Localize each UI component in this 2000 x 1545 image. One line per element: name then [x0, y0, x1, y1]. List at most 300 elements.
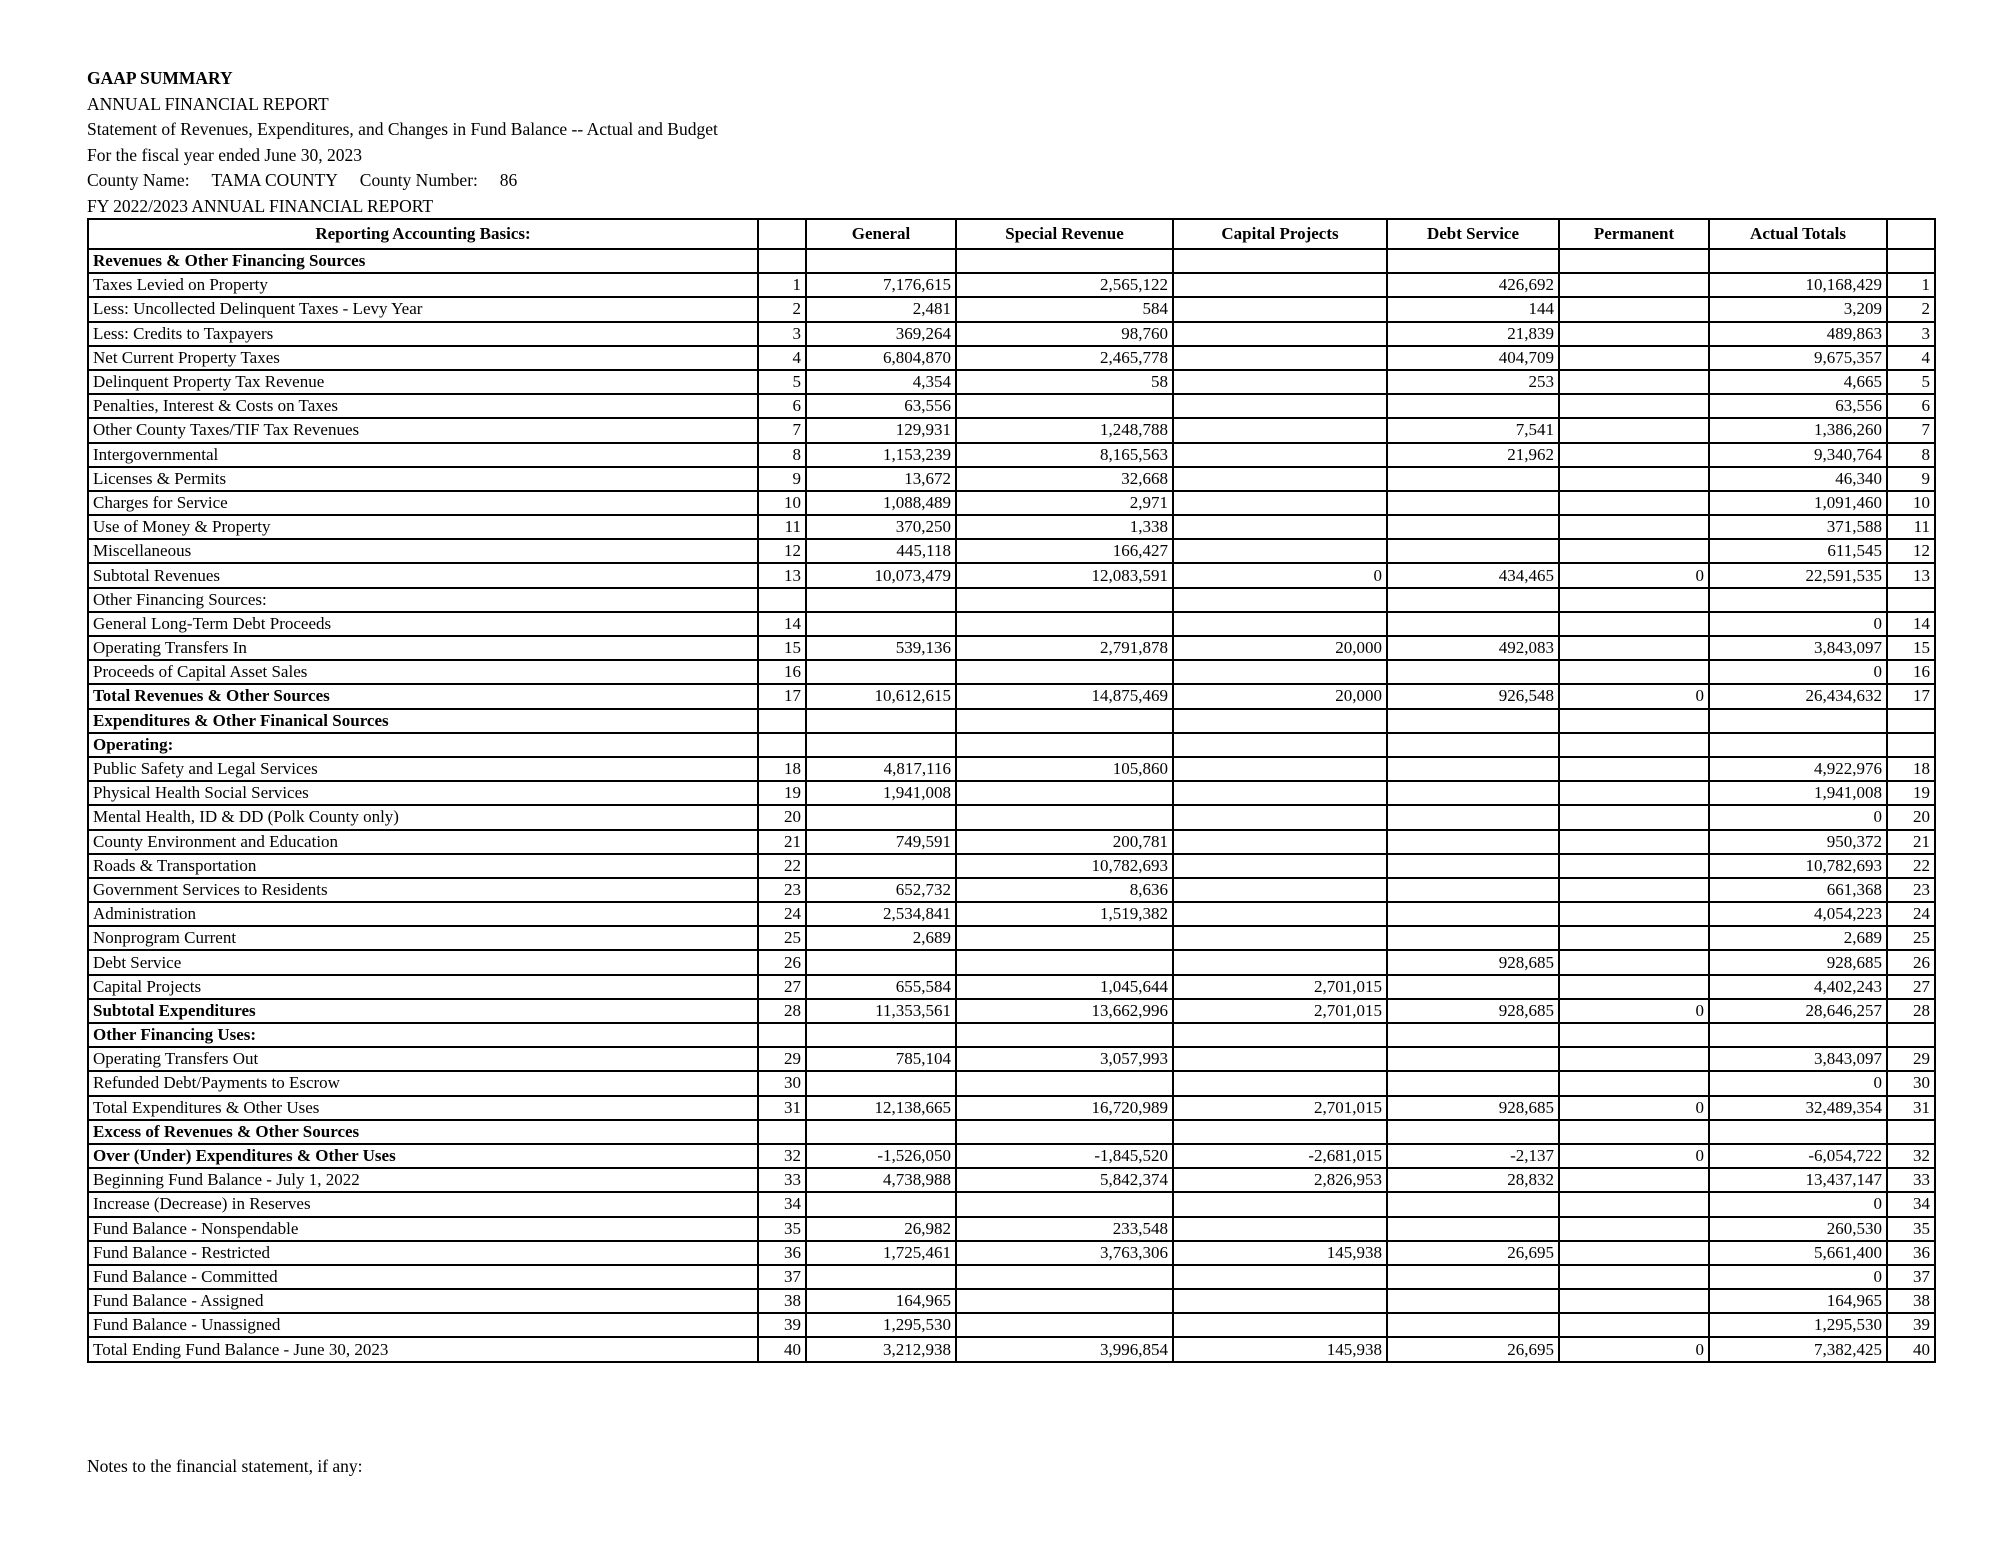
- table-row: [88, 467, 1935, 491]
- cell-capital-projects: [1173, 370, 1387, 394]
- line-number-right: [1887, 249, 1935, 273]
- cell-special-revenue: 98,760: [956, 322, 1173, 346]
- cell-general: 1,725,461: [806, 1241, 956, 1265]
- line-number: 23: [758, 878, 806, 902]
- report-title: GAAP SUMMARY: [87, 68, 233, 88]
- cell-special-revenue: [956, 660, 1173, 684]
- cell-general: [806, 612, 956, 636]
- cell-special-revenue: 12,083,591: [956, 563, 1173, 587]
- cell-general: [806, 1071, 956, 1095]
- line-number: 11: [758, 515, 806, 539]
- line-number: 18: [758, 757, 806, 781]
- cell-debt-service: 28,832: [1387, 1168, 1559, 1192]
- cell-debt-service: 492,083: [1387, 636, 1559, 660]
- cell-general: 2,689: [806, 926, 956, 950]
- table-row: [88, 1265, 1935, 1289]
- row-label: Other Financing Sources:: [88, 588, 758, 612]
- cell-special-revenue: 8,636: [956, 878, 1173, 902]
- table-row: [88, 370, 1935, 394]
- col-header-general: General: [806, 219, 956, 249]
- cell-actual-totals: 4,054,223: [1709, 902, 1887, 926]
- cell-general: 370,250: [806, 515, 956, 539]
- cell-debt-service: -2,137: [1387, 1144, 1559, 1168]
- cell-actual-totals: 260,530: [1709, 1217, 1887, 1241]
- cell-permanent: [1559, 950, 1709, 974]
- table-row: [88, 975, 1935, 999]
- cell-actual-totals: 13,437,147: [1709, 1168, 1887, 1192]
- col-header-line-right: [1887, 219, 1935, 249]
- row-label: Fund Balance - Unassigned: [88, 1313, 758, 1337]
- cell-actual-totals: 3,843,097: [1709, 1047, 1887, 1071]
- table-row: [88, 709, 1935, 733]
- cell-capital-projects: [1173, 1289, 1387, 1313]
- cell-special-revenue: [956, 805, 1173, 829]
- line-number-right: 28: [1887, 999, 1935, 1023]
- table-row: [88, 1144, 1935, 1168]
- row-label: Subtotal Expenditures: [88, 999, 758, 1023]
- cell-actual-totals: 32,489,354: [1709, 1096, 1887, 1120]
- cell-general: [806, 1265, 956, 1289]
- row-label: Taxes Levied on Property: [88, 273, 758, 297]
- cell-actual-totals: 10,168,429: [1709, 273, 1887, 297]
- table-row: [88, 1168, 1935, 1192]
- table-row: [88, 1192, 1935, 1216]
- cell-capital-projects: [1173, 394, 1387, 418]
- line-number-right: 7: [1887, 418, 1935, 442]
- cell-debt-service: 404,709: [1387, 346, 1559, 370]
- fiscal-year-line: For the fiscal year ended June 30, 2023: [87, 144, 363, 165]
- cell-permanent: [1559, 805, 1709, 829]
- cell-special-revenue: 8,165,563: [956, 443, 1173, 467]
- cell-special-revenue: 14,875,469: [956, 684, 1173, 708]
- cell-actual-totals: [1709, 249, 1887, 273]
- cell-capital-projects: [1173, 418, 1387, 442]
- cell-capital-projects: [1173, 297, 1387, 321]
- cell-general: 10,612,615: [806, 684, 956, 708]
- row-label: Public Safety and Legal Services: [88, 757, 758, 781]
- row-label: Charges for Service: [88, 491, 758, 515]
- table-row: [88, 999, 1935, 1023]
- cell-special-revenue: [956, 1289, 1173, 1313]
- row-label: Mental Health, ID & DD (Polk County only): [88, 805, 758, 829]
- line-number-right: 1: [1887, 273, 1935, 297]
- cell-special-revenue: 105,860: [956, 757, 1173, 781]
- line-number: 37: [758, 1265, 806, 1289]
- line-number: 15: [758, 636, 806, 660]
- row-label: Net Current Property Taxes: [88, 346, 758, 370]
- cell-capital-projects: [1173, 950, 1387, 974]
- cell-permanent: [1559, 1313, 1709, 1337]
- cell-special-revenue: [956, 950, 1173, 974]
- cell-debt-service: 928,685: [1387, 1096, 1559, 1120]
- cell-capital-projects: [1173, 322, 1387, 346]
- cell-general: [806, 1023, 956, 1047]
- cell-debt-service: [1387, 975, 1559, 999]
- row-label: Delinquent Property Tax Revenue: [88, 370, 758, 394]
- line-number-right: 24: [1887, 902, 1935, 926]
- line-number-right: [1887, 1120, 1935, 1144]
- cell-actual-totals: 661,368: [1709, 878, 1887, 902]
- table-row: [88, 902, 1935, 926]
- table-row: [88, 805, 1935, 829]
- line-number: 30: [758, 1071, 806, 1095]
- cell-special-revenue: 2,465,778: [956, 346, 1173, 370]
- table-row: [88, 588, 1935, 612]
- table-row: [88, 443, 1935, 467]
- table-row: [88, 684, 1935, 708]
- line-number-right: 10: [1887, 491, 1935, 515]
- cell-debt-service: [1387, 394, 1559, 418]
- cell-capital-projects: [1173, 757, 1387, 781]
- row-label: Operating:: [88, 733, 758, 757]
- cell-capital-projects: [1173, 902, 1387, 926]
- row-label: Expenditures & Other Finanical Sources: [88, 709, 758, 733]
- cell-debt-service: 928,685: [1387, 950, 1559, 974]
- cell-actual-totals: 611,545: [1709, 539, 1887, 563]
- cell-special-revenue: 3,763,306: [956, 1241, 1173, 1265]
- row-label: Roads & Transportation: [88, 854, 758, 878]
- cell-capital-projects: [1173, 1265, 1387, 1289]
- cell-actual-totals: 9,675,357: [1709, 346, 1887, 370]
- line-number-right: 38: [1887, 1289, 1935, 1313]
- cell-capital-projects: [1173, 539, 1387, 563]
- line-number: 4: [758, 346, 806, 370]
- cell-debt-service: [1387, 1023, 1559, 1047]
- cell-debt-service: [1387, 1071, 1559, 1095]
- cell-general: -1,526,050: [806, 1144, 956, 1168]
- line-number: 8: [758, 443, 806, 467]
- table-row: [88, 491, 1935, 515]
- cell-capital-projects: 2,701,015: [1173, 975, 1387, 999]
- line-number: 36: [758, 1241, 806, 1265]
- line-number-right: 20: [1887, 805, 1935, 829]
- cell-permanent: [1559, 467, 1709, 491]
- row-label: Fund Balance - Nonspendable: [88, 1217, 758, 1241]
- county-name-label: County Name:: [87, 170, 190, 191]
- cell-capital-projects: 2,701,015: [1173, 1096, 1387, 1120]
- line-number-right: 17: [1887, 684, 1935, 708]
- cell-debt-service: 7,541: [1387, 418, 1559, 442]
- cell-actual-totals: 2,689: [1709, 926, 1887, 950]
- row-label: Excess of Revenues & Other Sources: [88, 1120, 758, 1144]
- line-number: [758, 1120, 806, 1144]
- cell-special-revenue: [956, 1265, 1173, 1289]
- cell-special-revenue: -1,845,520: [956, 1144, 1173, 1168]
- cell-general: 13,672: [806, 467, 956, 491]
- line-number: 21: [758, 830, 806, 854]
- cell-general: 26,982: [806, 1217, 956, 1241]
- fy-report-line: FY 2022/2023 ANNUAL FINANCIAL REPORT: [87, 195, 434, 216]
- cell-special-revenue: 1,248,788: [956, 418, 1173, 442]
- cell-capital-projects: -2,681,015: [1173, 1144, 1387, 1168]
- cell-capital-projects: [1173, 733, 1387, 757]
- cell-permanent: [1559, 588, 1709, 612]
- cell-general: [806, 588, 956, 612]
- cell-debt-service: 426,692: [1387, 273, 1559, 297]
- cell-general: [806, 1192, 956, 1216]
- table-row: [88, 757, 1935, 781]
- cell-actual-totals: 4,922,976: [1709, 757, 1887, 781]
- line-number-right: [1887, 733, 1935, 757]
- cell-permanent: [1559, 1023, 1709, 1047]
- cell-permanent: [1559, 1071, 1709, 1095]
- cell-general: 4,738,988: [806, 1168, 956, 1192]
- cell-capital-projects: [1173, 467, 1387, 491]
- cell-debt-service: [1387, 612, 1559, 636]
- table-header-row: [88, 219, 1935, 249]
- cell-debt-service: 926,548: [1387, 684, 1559, 708]
- table-row: [88, 539, 1935, 563]
- cell-actual-totals: -6,054,722: [1709, 1144, 1887, 1168]
- cell-general: 12,138,665: [806, 1096, 956, 1120]
- cell-permanent: [1559, 297, 1709, 321]
- cell-debt-service: [1387, 1289, 1559, 1313]
- cell-permanent: [1559, 854, 1709, 878]
- table-row: [88, 612, 1935, 636]
- row-label: Increase (Decrease) in Reserves: [88, 1192, 758, 1216]
- cell-actual-totals: [1709, 588, 1887, 612]
- cell-special-revenue: 3,996,854: [956, 1337, 1173, 1361]
- cell-special-revenue: [956, 1071, 1173, 1095]
- table-row: [88, 926, 1935, 950]
- cell-permanent: [1559, 443, 1709, 467]
- line-number: [758, 709, 806, 733]
- row-label: General Long-Term Debt Proceeds: [88, 612, 758, 636]
- cell-debt-service: [1387, 926, 1559, 950]
- cell-general: [806, 950, 956, 974]
- table-row: [88, 781, 1935, 805]
- cell-permanent: [1559, 1120, 1709, 1144]
- table-row: [88, 1337, 1935, 1361]
- table-row: [88, 1217, 1935, 1241]
- cell-general: 785,104: [806, 1047, 956, 1071]
- line-number: 25: [758, 926, 806, 950]
- cell-debt-service: 144: [1387, 297, 1559, 321]
- cell-capital-projects: [1173, 249, 1387, 273]
- cell-special-revenue: [956, 588, 1173, 612]
- cell-permanent: 0: [1559, 684, 1709, 708]
- cell-general: 369,264: [806, 322, 956, 346]
- county-number-label: County Number:: [359, 170, 478, 191]
- cell-special-revenue: 166,427: [956, 539, 1173, 563]
- line-number-right: 5: [1887, 370, 1935, 394]
- col-header-actual-totals: Actual Totals: [1709, 219, 1887, 249]
- cell-general: 164,965: [806, 1289, 956, 1313]
- cell-permanent: [1559, 612, 1709, 636]
- cell-permanent: 0: [1559, 563, 1709, 587]
- report-subtitle: ANNUAL FINANCIAL REPORT: [87, 93, 329, 114]
- cell-permanent: [1559, 394, 1709, 418]
- row-label: Use of Money & Property: [88, 515, 758, 539]
- county-line: [87, 168, 1487, 194]
- cell-general: 129,931: [806, 418, 956, 442]
- cell-actual-totals: [1709, 1120, 1887, 1144]
- table-row: [88, 563, 1935, 587]
- cell-general: 6,804,870: [806, 346, 956, 370]
- line-number-right: 8: [1887, 443, 1935, 467]
- table-row: [88, 1313, 1935, 1337]
- cell-debt-service: [1387, 709, 1559, 733]
- cell-special-revenue: 10,782,693: [956, 854, 1173, 878]
- cell-capital-projects: [1173, 709, 1387, 733]
- table-row: [88, 854, 1935, 878]
- cell-capital-projects: [1173, 1047, 1387, 1071]
- cell-permanent: [1559, 1168, 1709, 1192]
- row-label: Administration: [88, 902, 758, 926]
- line-number: 22: [758, 854, 806, 878]
- cell-general: [806, 854, 956, 878]
- line-number: [758, 733, 806, 757]
- cell-special-revenue: 13,662,996: [956, 999, 1173, 1023]
- line-number-right: 21: [1887, 830, 1935, 854]
- line-number: 32: [758, 1144, 806, 1168]
- line-number: [758, 1023, 806, 1047]
- cell-capital-projects: [1173, 612, 1387, 636]
- table-row: [88, 950, 1935, 974]
- cell-capital-projects: [1173, 781, 1387, 805]
- line-number-right: 26: [1887, 950, 1935, 974]
- line-number: 2: [758, 297, 806, 321]
- cell-general: [806, 660, 956, 684]
- cell-special-revenue: 58: [956, 370, 1173, 394]
- cell-permanent: [1559, 539, 1709, 563]
- line-number-right: 31: [1887, 1096, 1935, 1120]
- line-number: 5: [758, 370, 806, 394]
- cell-permanent: [1559, 418, 1709, 442]
- cell-special-revenue: 200,781: [956, 830, 1173, 854]
- table-row: [88, 1071, 1935, 1095]
- cell-general: 4,354: [806, 370, 956, 394]
- cell-general: 749,591: [806, 830, 956, 854]
- line-number-right: 33: [1887, 1168, 1935, 1192]
- cell-permanent: [1559, 346, 1709, 370]
- cell-permanent: [1559, 1289, 1709, 1313]
- table-row: [88, 273, 1935, 297]
- cell-permanent: 0: [1559, 1096, 1709, 1120]
- cell-general: 445,118: [806, 539, 956, 563]
- cell-capital-projects: [1173, 515, 1387, 539]
- cell-actual-totals: 0: [1709, 660, 1887, 684]
- cell-general: 1,088,489: [806, 491, 956, 515]
- row-label: Government Services to Residents: [88, 878, 758, 902]
- cell-debt-service: 253: [1387, 370, 1559, 394]
- cell-capital-projects: 2,826,953: [1173, 1168, 1387, 1192]
- cell-debt-service: 26,695: [1387, 1337, 1559, 1361]
- table-body: [88, 249, 1935, 1362]
- cell-general: 4,817,116: [806, 757, 956, 781]
- cell-actual-totals: 7,382,425: [1709, 1337, 1887, 1361]
- cell-permanent: [1559, 733, 1709, 757]
- row-label: Subtotal Revenues: [88, 563, 758, 587]
- line-number: 9: [758, 467, 806, 491]
- cell-special-revenue: 2,971: [956, 491, 1173, 515]
- cell-debt-service: [1387, 757, 1559, 781]
- line-number-right: 13: [1887, 563, 1935, 587]
- cell-actual-totals: 0: [1709, 1192, 1887, 1216]
- line-number-right: 23: [1887, 878, 1935, 902]
- cell-general: 655,584: [806, 975, 956, 999]
- cell-permanent: [1559, 322, 1709, 346]
- col-header-permanent: Permanent: [1559, 219, 1709, 249]
- row-label: Operating Transfers In: [88, 636, 758, 660]
- col-header-debt-service: Debt Service: [1387, 219, 1559, 249]
- table-row: [88, 322, 1935, 346]
- row-label: Beginning Fund Balance - July 1, 2022: [88, 1168, 758, 1192]
- row-label: Refunded Debt/Payments to Escrow: [88, 1071, 758, 1095]
- line-number-right: 12: [1887, 539, 1935, 563]
- cell-actual-totals: 950,372: [1709, 830, 1887, 854]
- line-number: 16: [758, 660, 806, 684]
- cell-permanent: 0: [1559, 1337, 1709, 1361]
- cell-actual-totals: 5,661,400: [1709, 1241, 1887, 1265]
- cell-actual-totals: 28,646,257: [1709, 999, 1887, 1023]
- cell-capital-projects: 20,000: [1173, 636, 1387, 660]
- cell-actual-totals: [1709, 709, 1887, 733]
- cell-permanent: [1559, 781, 1709, 805]
- cell-capital-projects: [1173, 1192, 1387, 1216]
- cell-capital-projects: [1173, 878, 1387, 902]
- cell-general: [806, 1120, 956, 1144]
- cell-actual-totals: 1,941,008: [1709, 781, 1887, 805]
- cell-special-revenue: [956, 733, 1173, 757]
- cell-general: 1,153,239: [806, 443, 956, 467]
- cell-special-revenue: [956, 1120, 1173, 1144]
- cell-debt-service: [1387, 1192, 1559, 1216]
- cell-general: [806, 733, 956, 757]
- line-number: 10: [758, 491, 806, 515]
- cell-debt-service: [1387, 805, 1559, 829]
- line-number-right: 36: [1887, 1241, 1935, 1265]
- line-number-right: 4: [1887, 346, 1935, 370]
- cell-permanent: [1559, 370, 1709, 394]
- table-row: [88, 1289, 1935, 1313]
- table-row: [88, 830, 1935, 854]
- cell-debt-service: [1387, 539, 1559, 563]
- cell-capital-projects: [1173, 926, 1387, 950]
- cell-actual-totals: 9,340,764: [1709, 443, 1887, 467]
- cell-actual-totals: 1,386,260: [1709, 418, 1887, 442]
- line-number: 40: [758, 1337, 806, 1361]
- cell-general: 1,941,008: [806, 781, 956, 805]
- cell-debt-service: [1387, 1120, 1559, 1144]
- row-label: Total Expenditures & Other Uses: [88, 1096, 758, 1120]
- cell-special-revenue: [956, 612, 1173, 636]
- cell-permanent: [1559, 878, 1709, 902]
- line-number-right: 14: [1887, 612, 1935, 636]
- line-number: 24: [758, 902, 806, 926]
- cell-general: 2,534,841: [806, 902, 956, 926]
- cell-capital-projects: 145,938: [1173, 1241, 1387, 1265]
- cell-actual-totals: 1,295,530: [1709, 1313, 1887, 1337]
- line-number-right: 40: [1887, 1337, 1935, 1361]
- row-label: Less: Credits to Taxpayers: [88, 322, 758, 346]
- cell-actual-totals: 371,588: [1709, 515, 1887, 539]
- cell-debt-service: 21,839: [1387, 322, 1559, 346]
- cell-actual-totals: 0: [1709, 612, 1887, 636]
- cell-special-revenue: 1,338: [956, 515, 1173, 539]
- line-number-right: 2: [1887, 297, 1935, 321]
- line-number-right: 6: [1887, 394, 1935, 418]
- table-row: [88, 297, 1935, 321]
- cell-permanent: [1559, 1047, 1709, 1071]
- cell-special-revenue: 1,045,644: [956, 975, 1173, 999]
- cell-capital-projects: 0: [1173, 563, 1387, 587]
- cell-capital-projects: [1173, 1023, 1387, 1047]
- cell-general: 7,176,615: [806, 273, 956, 297]
- table-row: [88, 878, 1935, 902]
- table-row: [88, 1096, 1935, 1120]
- cell-debt-service: [1387, 1313, 1559, 1337]
